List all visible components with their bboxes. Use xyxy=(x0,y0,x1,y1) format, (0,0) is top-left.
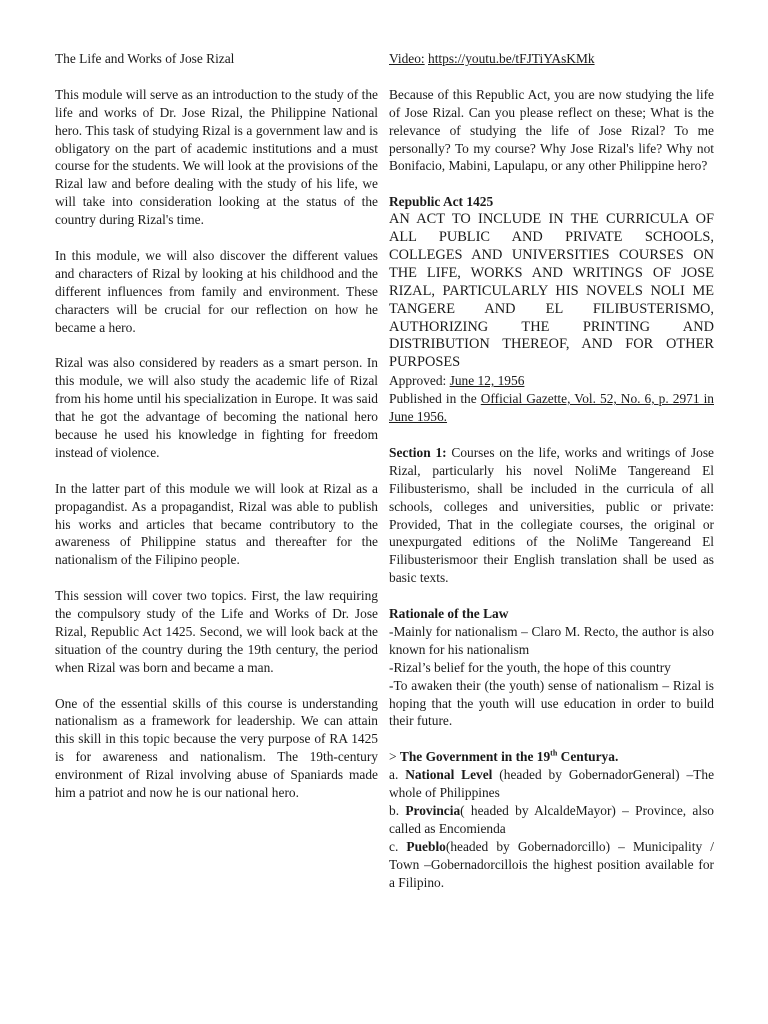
government-heading-text xyxy=(400,749,618,764)
propagandist-paragraph: In the latter part of this module we will look at Rizal as a propagandist. As a propagandist, Rizal was able to publish his works and articles that became contributory to the awareness of Philippine status and thereafter for the nationalism of the Filipino people. xyxy=(55,480,378,568)
government-item-national xyxy=(389,766,714,802)
document-title: The Life and Works of Jose Rizal xyxy=(55,51,235,66)
video-line xyxy=(389,50,714,68)
published-reference: Official Gazette, Vol. 52, No. 6, p. 2971 in June 1956. xyxy=(389,391,714,425)
section-one-text: Courses on the life, works and writings of Jose Rizal, particularly his novel NoliMe Tangereand El Filibusterismo, shall be included in the curricula of all schools, colleges and universities, public or private: Provided, That in the collegiate courses, the original or unexpurgated editions of the NoliMe Tangereand El Filibusterismoor their English translation shall be used as basic texts. xyxy=(389,444,714,586)
government-heading-a: The Government in the 19 xyxy=(399,749,551,765)
government-heading-sup: th xyxy=(550,748,558,758)
government-item-marker: a. xyxy=(389,767,406,783)
section-one xyxy=(389,444,714,587)
government-item-text: (headed by Gobernadorcillo) – Municipality / Town –Gobernadorcillois the highest position available for a Filipino. xyxy=(389,838,715,890)
approved-line xyxy=(389,372,714,390)
rationale-item: -To awaken their (the youth) sense of nationalism – Rizal is hoping that the youth will use education in order to build their future. xyxy=(389,677,714,729)
approved-date: June 12, 1956 xyxy=(449,373,525,389)
right-column xyxy=(389,50,714,892)
published-line xyxy=(389,390,714,426)
republic-act-title: AN ACT TO INCLUDE IN THE CURRICULA OF ALL PUBLIC AND PRIVATE SCHOOLS, COLLEGES AND UNIVERSITIES COURSES ON THE LIFE, WORKS AND WRITINGS OF JOSE RIZAL, PARTICULARLY HIS NOVELS NOLI ME TANGERE AND EL FILIBUSTERISMO, AUTHORIZING THE PRINTING AND DISTRIBUTION THEREOF, AND FOR OTHER PURPOSES xyxy=(389,211,714,371)
government-item-marker: c. xyxy=(389,838,407,854)
government-heading-b: Centurya. xyxy=(557,749,619,765)
rationale-heading-text: Rationale of the Law xyxy=(389,606,509,622)
rationale-item: -Rizal’s belief for the youth, the hope of this country xyxy=(389,659,671,675)
government-heading xyxy=(389,748,714,766)
government-item-label: National Level xyxy=(405,767,493,783)
government-item-label: Pueblo xyxy=(406,838,446,854)
republic-act-heading-text: Republic Act 1425 xyxy=(389,194,494,210)
government-item-label: Provincia xyxy=(405,802,461,818)
government-item-marker: b. xyxy=(389,802,406,818)
intro-paragraph: This module will serve as an introduction to the study of the life and works of Dr. Jose Rizal, the Philippine National hero. This task of studying Rizal is a government law and is obligatory on the part of academic institutions and a must course for the students. We will look at the provisions of the Rizal law and before dealing with the study of his life, we will take into consideration looking at the status of the country during Rizal's time. xyxy=(55,86,378,228)
skills-paragraph: One of the essential skills of this course is understanding nationalism as a framework for leadership. We can attain this skill in this topic because the very purpose of RA 1425 is for awareness and nationalism. The 19th-century environment of Rizal involving abuse of Spaniards made him a patriot and now he is our national hero. xyxy=(55,695,378,801)
government-item-text: ( headed by AlcaldeMayor) – Province, also called as Encomienda xyxy=(389,802,714,836)
academic-paragraph: Rizal was also considered by readers as a smart person. In this module, we will also study the academic life of Rizal from his home until his specialization in Europe. It was said that he got the advantage of becoming the national hero because he used his knowledge in fighting for freedom instead of violence. xyxy=(55,355,378,460)
values-paragraph: In this module, we will also discover the different values and characters of Rizal by looking at his childhood and the different influences from family and environment. These characters will be crucial for our reflection on how he became a hero. xyxy=(55,247,378,335)
government-item-provincia xyxy=(389,802,714,838)
published-label: Published in the xyxy=(389,391,481,407)
government-item-text: (headed by GobernadorGeneral) –The whole of Philippines xyxy=(389,767,715,801)
video-link[interactable]: https://youtu.be/tFJTiYAsKMk xyxy=(428,51,595,66)
rationale-item: -Mainly for nationalism – Claro M. Recto, the author is also known for his nationalism xyxy=(389,623,714,657)
government-prefix: > xyxy=(389,749,400,765)
topics-paragraph: This session will cover two topics. First, the law requiring the compulsory study of the Life and Works of Dr. Jose Rizal, Republic Act 1425. Second, we will look back at the situation of the country during the 19th century, the period when Rizal was born and became a man. xyxy=(55,588,378,675)
section-one-label: Section 1: xyxy=(389,444,447,460)
approved-label: Approved: xyxy=(389,373,450,389)
republic-act-heading xyxy=(389,193,714,211)
video-label: Video: xyxy=(389,51,425,66)
reflection-paragraph: Because of this Republic Act, you are now studying the life of Jose Rizal. Can you please reflect on these; What is the relevance of studying the life of Jose Rizal? To me personally? To my course? Why Jose Rizal's life? Why not Bonifacio, Mabini, Lapulapu, or any other Philippine hero? xyxy=(389,86,714,174)
left-column xyxy=(55,50,378,802)
government-item-pueblo xyxy=(389,838,714,892)
rationale-heading xyxy=(389,605,714,623)
